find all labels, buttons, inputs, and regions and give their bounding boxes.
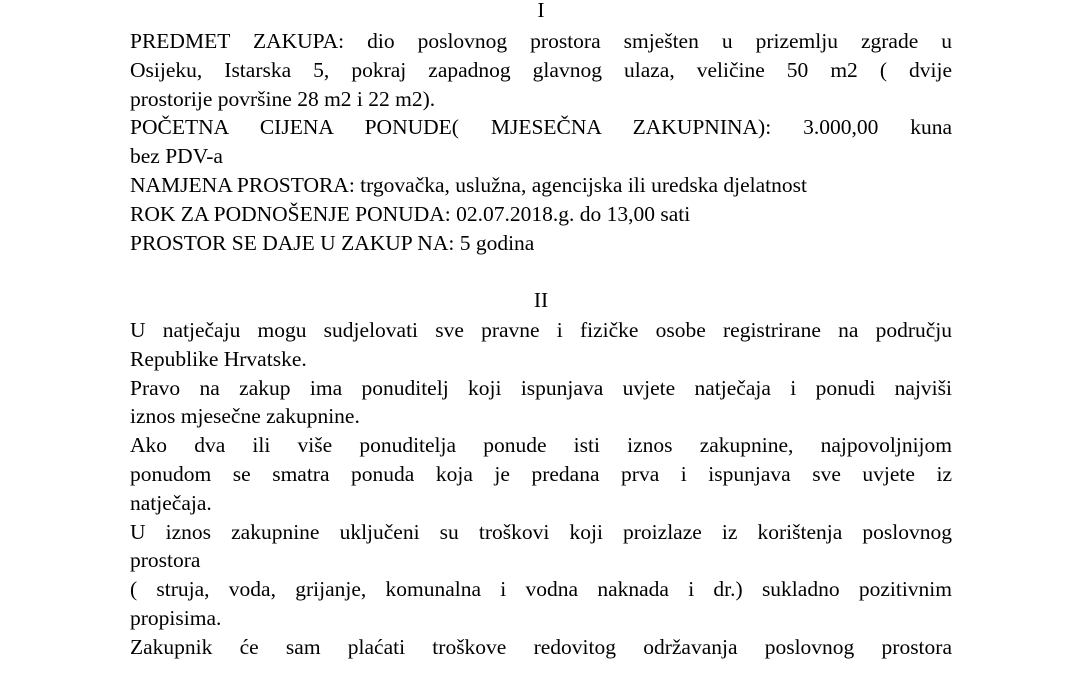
subject-line-2: Osijeku, Istarska 5, pokraj zapadnog glavnog ulaza, veličine 50 m2 ( dvije bbox=[130, 57, 952, 82]
subject-line-1: PREDMET ZAKUPA: dio poslovnog prostora smješten u prizemlju zgrade u bbox=[130, 29, 952, 53]
deadline-line: ROK ZA PODNOŠENJE PONUDA: 02.07.2018.g. do 13,00 sati bbox=[130, 201, 691, 226]
maintenance-line-1: Zakupnik će sam plaćati troškove redovitog održavanja poslovnog prostora bbox=[130, 634, 952, 659]
costs-line-4: propisima. bbox=[130, 605, 222, 630]
tie-rule-line-1: Ako dva ili više ponuditelja ponude isti iznos zakupnine, najpovoljnijom bbox=[130, 433, 952, 458]
right-to-lease-line-2: iznos mjesečne zakupnine. bbox=[130, 404, 360, 429]
lease-term-line: PROSTOR SE DAJE U ZAKUP NA: 5 godina bbox=[130, 230, 535, 255]
tie-rule-line-3: natječaja. bbox=[130, 490, 212, 515]
eligibility-line-1: U natječaju mogu sudjelovati sve pravne i fizičke osobe registrirane na području bbox=[130, 318, 952, 342]
right-to-lease-line-1: Pravo na zakup ima ponuditelj koji ispunjava uvjete natječaja i ponudi najviši bbox=[130, 375, 952, 400]
section-two-heading: II bbox=[533, 288, 549, 312]
section-one-heading: I bbox=[537, 0, 545, 22]
section-two-body bbox=[130, 316, 952, 662]
purpose-line: NAMJENA PROSTORA: trgovačka, uslužna, agencijska ili uredska djelatnost bbox=[130, 172, 807, 197]
costs-line-2: prostora bbox=[130, 548, 201, 573]
tie-rule-line-2: ponudom se smatra ponuda koja je predana prva i ispunjava sve uvjete iz bbox=[130, 461, 952, 486]
starting-price-line-1: POČETNA CIJENA PONUDE( MJESEČNA ZAKUPNINA): 3.000,00 kuna bbox=[130, 115, 952, 140]
section-one-body bbox=[130, 27, 952, 257]
subject-line-3: prostorije površine 28 m2 i 22 m2). bbox=[130, 86, 436, 111]
eligibility-line-2: Republike Hrvatske. bbox=[130, 346, 307, 371]
costs-line-1: U iznos zakupnine uključeni su troškovi koji proizlaze iz korištenja poslovnog bbox=[130, 519, 952, 544]
costs-line-3: ( struja, voda, grijanje, komunalna i vodna naknada i dr.) sukladno pozitivnim bbox=[130, 577, 952, 602]
starting-price-line-2: bez PDV-a bbox=[130, 144, 223, 169]
